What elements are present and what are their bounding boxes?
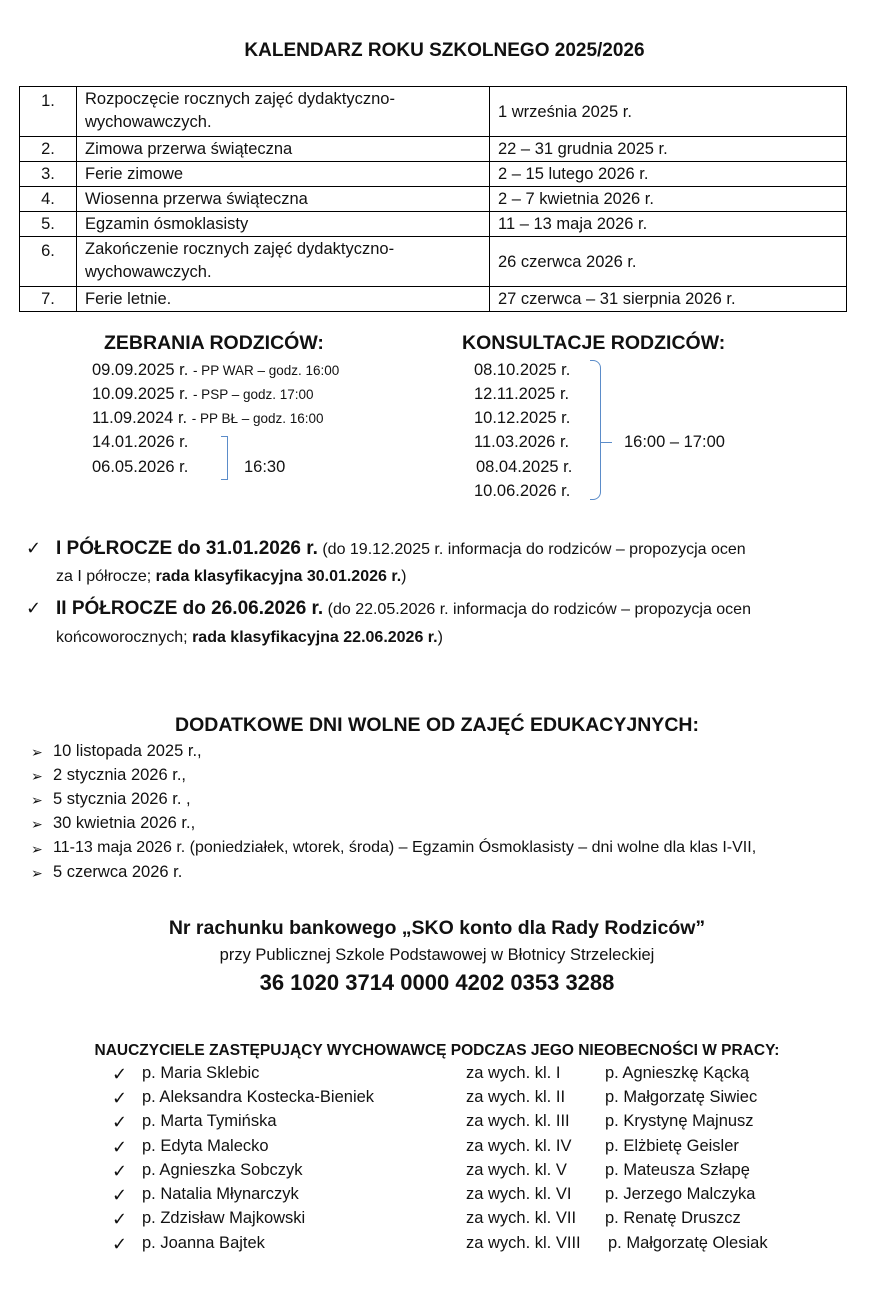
day-off-item: 11-13 maja 2026 r. (poniedziałek, wtorek, środa) – Egzamin Ósmoklasisty – dni wolne dla klas I-VII, <box>53 839 757 856</box>
consultation-date: 08.04.2025 r. <box>476 458 573 476</box>
arrow-bullet-icon: ➢ <box>31 865 43 881</box>
semester-1-line-2 <box>56 568 406 586</box>
consultation-date: 12.11.2025 r. <box>474 385 570 403</box>
row-description: Ferie zimowe <box>77 162 490 187</box>
semester-2 <box>56 598 751 620</box>
row-description <box>77 237 490 287</box>
teacher-class: za wych. kl. VII <box>466 1209 577 1227</box>
row-number: 5. <box>20 212 77 237</box>
meeting-item <box>92 385 314 404</box>
row-number: 2. <box>20 137 77 162</box>
row-description: Egzamin ósmoklasisty <box>77 212 490 237</box>
semester-end: ) <box>437 629 443 646</box>
consultations-time: 16:00 – 17:00 <box>624 433 725 451</box>
semester-text: (do 19.12.2025 r. informacja do rodziców – propozycja ocen <box>317 541 746 558</box>
teacher-name: p. Edyta Malecko <box>142 1137 269 1155</box>
description-line-2: wychowawczych. <box>85 263 212 281</box>
teacher-replaced: p. Elżbietę Geisler <box>605 1137 739 1155</box>
teacher-class: za wych. kl. II <box>466 1088 566 1106</box>
table-row <box>20 187 847 212</box>
checkmark-icon: ✓ <box>112 1064 128 1084</box>
row-number: 3. <box>20 162 77 187</box>
teacher-replaced: p. Agnieszkę Kącką <box>605 1064 750 1082</box>
row-date: 1 września 2025 r. <box>490 87 847 137</box>
teacher-name: p. Marta Tymińska <box>142 1112 277 1130</box>
consultations-bracket-tip <box>601 442 612 443</box>
teacher-replaced: p. Renatę Druszcz <box>605 1209 741 1227</box>
meeting-date: 09.09.2025 r. <box>92 361 189 379</box>
description-line-1: Rozpoczęcie rocznych zajęć dydaktyczno- <box>85 90 395 108</box>
page-title: KALENDARZ ROKU SZKOLNEGO 2025/2026 <box>244 40 645 61</box>
calendar-table <box>19 86 847 312</box>
days-off-title: DODATKOWE DNI WOLNE OD ZAJĘĆ EDUKACYJNYCH: <box>175 714 699 736</box>
checkmark-icon: ✓ <box>112 1234 128 1254</box>
teacher-name: p. Aleksandra Kostecka-Bieniek <box>142 1088 375 1106</box>
teacher-replaced: p. Mateusza Szłapę <box>605 1161 750 1179</box>
semester-council: rada klasyfikacyjna 22.06.2026 r. <box>192 629 438 646</box>
meeting-date: 11.09.2024 r. <box>92 409 188 427</box>
teacher-class: za wych. kl. V <box>466 1161 567 1179</box>
semester-text: za I półrocze; <box>56 568 156 585</box>
checkmark-icon: ✓ <box>112 1209 128 1229</box>
teacher-name: p. Joanna Bajtek <box>142 1234 265 1252</box>
semester-council: rada klasyfikacyjna 30.01.2026 r. <box>155 568 402 585</box>
row-number: 7. <box>20 287 77 312</box>
consultation-date: 11.03.2026 r. <box>474 433 570 451</box>
meeting-note: - PP BŁ – godz. 16:00 <box>191 411 324 426</box>
consultation-date: 08.10.2025 r. <box>474 361 571 379</box>
checkmark-icon: ✓ <box>112 1185 128 1205</box>
meeting-item <box>92 361 339 380</box>
arrow-bullet-icon: ➢ <box>31 744 43 760</box>
checkmark-icon: ✓ <box>112 1161 128 1181</box>
row-date: 11 – 13 maja 2026 r. <box>490 212 847 237</box>
table-row <box>20 162 847 187</box>
checkmark-icon: ✓ <box>112 1137 128 1157</box>
arrow-bullet-icon: ➢ <box>31 768 43 784</box>
checkmark-icon: ✓ <box>112 1112 128 1132</box>
row-description: Ferie letnie. <box>77 287 490 312</box>
table-row <box>20 237 847 287</box>
arrow-bullet-icon: ➢ <box>31 792 43 808</box>
arrow-bullet-icon: ➢ <box>31 841 43 857</box>
day-off-item: 2 stycznia 2026 r., <box>53 766 186 784</box>
table-row <box>20 287 847 312</box>
row-date: 22 – 31 grudnia 2025 r. <box>490 137 847 162</box>
row-description <box>77 87 490 137</box>
meeting-note: - PP WAR – godz. 16:00 <box>192 363 340 378</box>
table-row <box>20 137 847 162</box>
semester-2-line-2 <box>56 629 443 647</box>
semester-text: końcoworocznych; <box>56 629 193 646</box>
bank-account-number: 36 1020 3714 0000 4202 0353 3288 <box>259 970 615 995</box>
teacher-name: p. Zdzisław Majkowski <box>142 1209 306 1227</box>
semester-head: II PÓŁROCZE do 26.06.2026 r. <box>56 598 324 619</box>
table-row <box>20 212 847 237</box>
row-date: 2 – 7 kwietnia 2026 r. <box>490 187 847 212</box>
day-off-item: 5 stycznia 2026 r. , <box>53 790 191 808</box>
teacher-name: p. Agnieszka Sobczyk <box>142 1161 303 1179</box>
description-line-2: wychowawczych. <box>85 113 212 131</box>
teacher-name: p. Maria Sklebic <box>142 1064 260 1082</box>
teacher-class: za wych. kl. I <box>466 1064 561 1082</box>
teacher-class: za wych. kl. VIII <box>466 1234 581 1252</box>
row-number: 1. <box>20 87 77 137</box>
checkmark-icon: ✓ <box>112 1088 128 1108</box>
teacher-class: za wych. kl. VI <box>466 1185 572 1203</box>
table-row <box>20 87 847 137</box>
semester-end: ) <box>401 568 407 585</box>
teacher-replaced: p. Jerzego Malczyka <box>605 1185 756 1203</box>
row-number: 4. <box>20 187 77 212</box>
consultations-bracket <box>590 360 601 500</box>
meeting-date: 06.05.2026 r. <box>92 458 189 476</box>
checkmark-icon: ✓ <box>26 538 42 558</box>
day-off-item: 5 czerwca 2026 r. <box>53 863 183 881</box>
row-date: 27 czerwca – 31 sierpnia 2026 r. <box>490 287 847 312</box>
day-off-item: 30 kwietnia 2026 r., <box>53 814 196 832</box>
meetings-time: 16:30 <box>244 458 286 476</box>
meetings-title: ZEBRANIA RODZICÓW: <box>104 332 324 354</box>
row-number: 6. <box>20 237 77 287</box>
row-date: 2 – 15 lutego 2026 r. <box>490 162 847 187</box>
consultation-date: 10.12.2025 r. <box>474 409 571 427</box>
semester-head: I PÓŁROCZE do 31.01.2026 r. <box>56 538 318 559</box>
bank-title: Nr rachunku bankowego „SKO konto dla Rady Rodziców” <box>168 917 706 939</box>
meeting-date: 10.09.2025 r. <box>92 385 189 403</box>
bank-subtitle: przy Publicznej Szkole Podstawowej w Błotnicy Strzeleckiej <box>219 946 655 964</box>
teacher-replaced: p. Małgorzatę Olesiak <box>608 1234 768 1252</box>
meetings-bracket <box>221 436 228 480</box>
arrow-bullet-icon: ➢ <box>31 816 43 832</box>
teachers-title: NAUCZYCIELE ZASTĘPUJĄCY WYCHOWAWCĘ PODCZAS JEGO NIEOBECNOŚCI W PRACY: <box>94 1042 780 1059</box>
meeting-date: 14.01.2026 r. <box>92 433 189 451</box>
teacher-class: za wych. kl. IV <box>466 1137 572 1155</box>
day-off-item: 10 listopada 2025 r., <box>53 742 202 760</box>
row-description: Wiosenna przerwa świąteczna <box>77 187 490 212</box>
consultation-date: 10.06.2026 r. <box>474 482 571 500</box>
row-date: 26 czerwca 2026 r. <box>490 237 847 287</box>
semester-text: (do 22.05.2026 r. informacja do rodziców – propozycja ocen <box>323 601 751 618</box>
checkmark-icon: ✓ <box>26 598 42 618</box>
teacher-replaced: p. Małgorzatę Siwiec <box>605 1088 758 1106</box>
row-description: Zimowa przerwa świąteczna <box>77 137 490 162</box>
teacher-replaced: p. Krystynę Majnusz <box>605 1112 754 1130</box>
meeting-note: - PSP – godz. 17:00 <box>192 387 314 402</box>
semester-1 <box>56 538 746 560</box>
teacher-class: za wych. kl. III <box>466 1112 570 1130</box>
description-line-1: Zakończenie rocznych zajęć dydaktyczno- <box>85 240 395 258</box>
consultations-title: KONSULTACJE RODZICÓW: <box>462 332 726 354</box>
meeting-item <box>92 409 324 428</box>
teacher-name: p. Natalia Młynarczyk <box>142 1185 299 1203</box>
